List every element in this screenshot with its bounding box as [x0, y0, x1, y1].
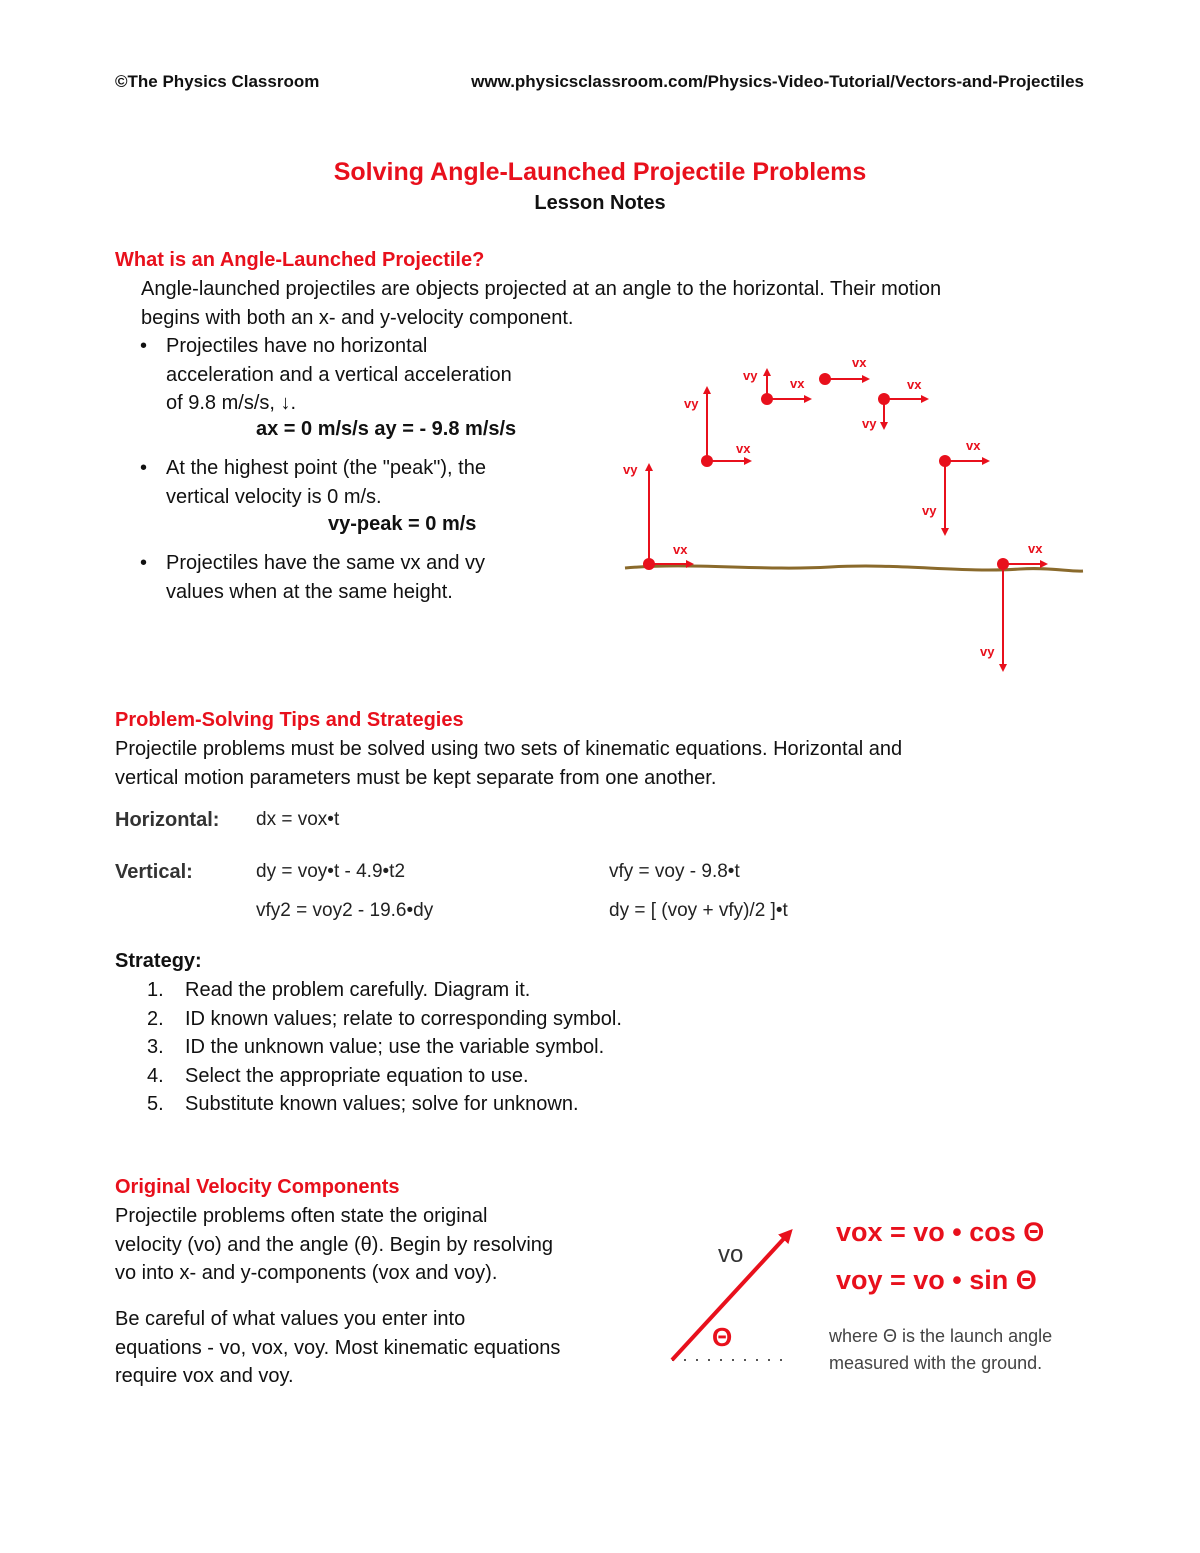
vy-label: vy	[743, 368, 758, 383]
strategy-list	[115, 976, 815, 1119]
bullet1-line1: Projectiles have no horizontal	[166, 335, 428, 357]
vx-label: vx	[966, 438, 981, 453]
theta-label: Θ	[712, 1322, 733, 1352]
section3-para2	[115, 1305, 560, 1391]
vy-label: vy	[623, 462, 638, 477]
ground-line	[625, 566, 1083, 571]
strategy-label: Strategy:	[115, 950, 202, 972]
section3-para1	[115, 1202, 553, 1288]
list-item: 3. ID the unknown value; use the variable symbol.	[147, 1036, 605, 1058]
vertical-eq4: dy = [ (voy + vfy)/2 ]•t	[609, 900, 788, 921]
note-line2: measured with the ground.	[829, 1353, 1043, 1373]
page-title: Solving Angle-Launched Projectile Problems	[333, 158, 867, 186]
bullet-symbol: •	[140, 335, 148, 357]
bullet1-line2: acceleration and a vertical acceleration	[166, 363, 512, 386]
vertical-eq2: vfy = voy - 9.8•t	[609, 861, 740, 882]
list-item: 2. ID known values; relate to corresponding symbol.	[147, 1007, 622, 1030]
vx-label: vx	[907, 377, 922, 392]
section3-p2-line1: Be careful of what values you enter into	[115, 1308, 466, 1330]
vo-label: vo	[718, 1241, 744, 1268]
vy-label: vy	[980, 644, 995, 659]
bullet-symbol: •	[140, 457, 148, 479]
trajectory-diagram	[600, 340, 1100, 685]
vy-label: vy	[862, 416, 877, 431]
section3-p1-line3: vo into x- and y-components (vox and voy).	[115, 1262, 498, 1284]
bullet-peak	[140, 454, 486, 511]
section1-intro-line2: begins with both an x- and y-velocity component.	[141, 306, 574, 329]
section3-heading: Original Velocity Components	[115, 1176, 400, 1198]
header-left: ©The Physics Classroom	[115, 72, 320, 91]
note-line1: where Θ is the launch angle	[829, 1326, 1053, 1346]
section3-p1-line1: Projectile problems often state the original	[115, 1205, 488, 1227]
section3-p2-line3: require vox and voy.	[115, 1365, 294, 1387]
section1-heading: What is an Angle-Launched Projectile?	[115, 249, 485, 271]
bullet-same-height	[140, 549, 486, 606]
projectile-dot	[939, 455, 951, 467]
section2-intro-line2: vertical motion parameters must be kept separate from one another.	[115, 766, 717, 789]
projectile-dot	[878, 393, 890, 405]
bullet3-line2: values when at the same height.	[166, 580, 453, 603]
bullet2-line1: At the highest point (the "peak"), the	[166, 457, 486, 479]
projectile-dot	[997, 558, 1009, 570]
vox-equation: vox = vo • cos Θ	[836, 1217, 1045, 1247]
section3-p1-line2: velocity (vo) and the angle (θ). Begin by resolving	[115, 1233, 554, 1256]
vx-label: vx	[790, 376, 805, 391]
section2-intro	[115, 735, 902, 792]
page-subtitle: Lesson Notes	[534, 192, 666, 214]
acceleration-equation: ax = 0 m/s/s ay = - 9.8 m/s/s	[256, 418, 517, 440]
horizontal-label: Horizontal:	[115, 809, 220, 831]
bullet-symbol: •	[140, 552, 148, 574]
projectile-dot	[643, 558, 655, 570]
section2-heading: Problem-Solving Tips and Strategies	[115, 709, 464, 731]
list-item: 4. Select the appropriate equation to use.	[147, 1064, 529, 1087]
projectile-dot	[819, 373, 831, 385]
vx-label: vx	[736, 441, 751, 456]
section1-intro	[141, 275, 941, 332]
vx-label: vx	[1028, 541, 1043, 556]
vy-label: vy	[922, 503, 937, 518]
section1-intro-line1: Angle-launched projectiles are objects projected at an angle to the horizontal. Their motion	[141, 278, 942, 300]
projectile-dot	[761, 393, 773, 405]
list-item: 5. Substitute known values; solve for unknown.	[147, 1093, 579, 1115]
voy-equation: voy = vo • sin Θ	[836, 1265, 1037, 1295]
peak-equation: vy-peak = 0 m/s	[328, 513, 477, 535]
projectile-dot	[701, 455, 713, 467]
header-url[interactable]: www.physicsclassroom.com/Physics-Video-Tutorial/Vectors-and-Projectiles	[471, 72, 1084, 91]
section2-intro-line1: Projectile problems must be solved using two sets of kinematic equations. Horizontal and	[115, 738, 903, 760]
section3-p2-line2: equations - vo, vox, voy. Most kinematic equations	[115, 1336, 561, 1359]
launch-angle-note	[829, 1323, 1052, 1377]
vy-label: vy	[684, 396, 699, 411]
bullet2-line2: vertical velocity is 0 m/s.	[166, 485, 382, 508]
vx-label: vx	[852, 355, 867, 370]
horizontal-equation: dx = vox•t	[256, 809, 340, 830]
bullet-acceleration	[140, 332, 512, 418]
velocity-vector-diagram	[660, 1210, 800, 1370]
vertical-label: Vertical:	[115, 861, 193, 883]
vertical-eq3: vfy2 = voy2 - 19.6•dy	[256, 900, 434, 921]
vx-label: vx	[673, 542, 688, 557]
vertical-eq1: dy = voy•t - 4.9•t2	[256, 861, 406, 882]
bullet3-line1: Projectiles have the same vx and vy	[166, 552, 486, 574]
list-item: 1. Read the problem carefully. Diagram it.	[147, 979, 531, 1001]
bullet1-line3: of 9.8 m/s/s, ↓.	[166, 392, 297, 414]
